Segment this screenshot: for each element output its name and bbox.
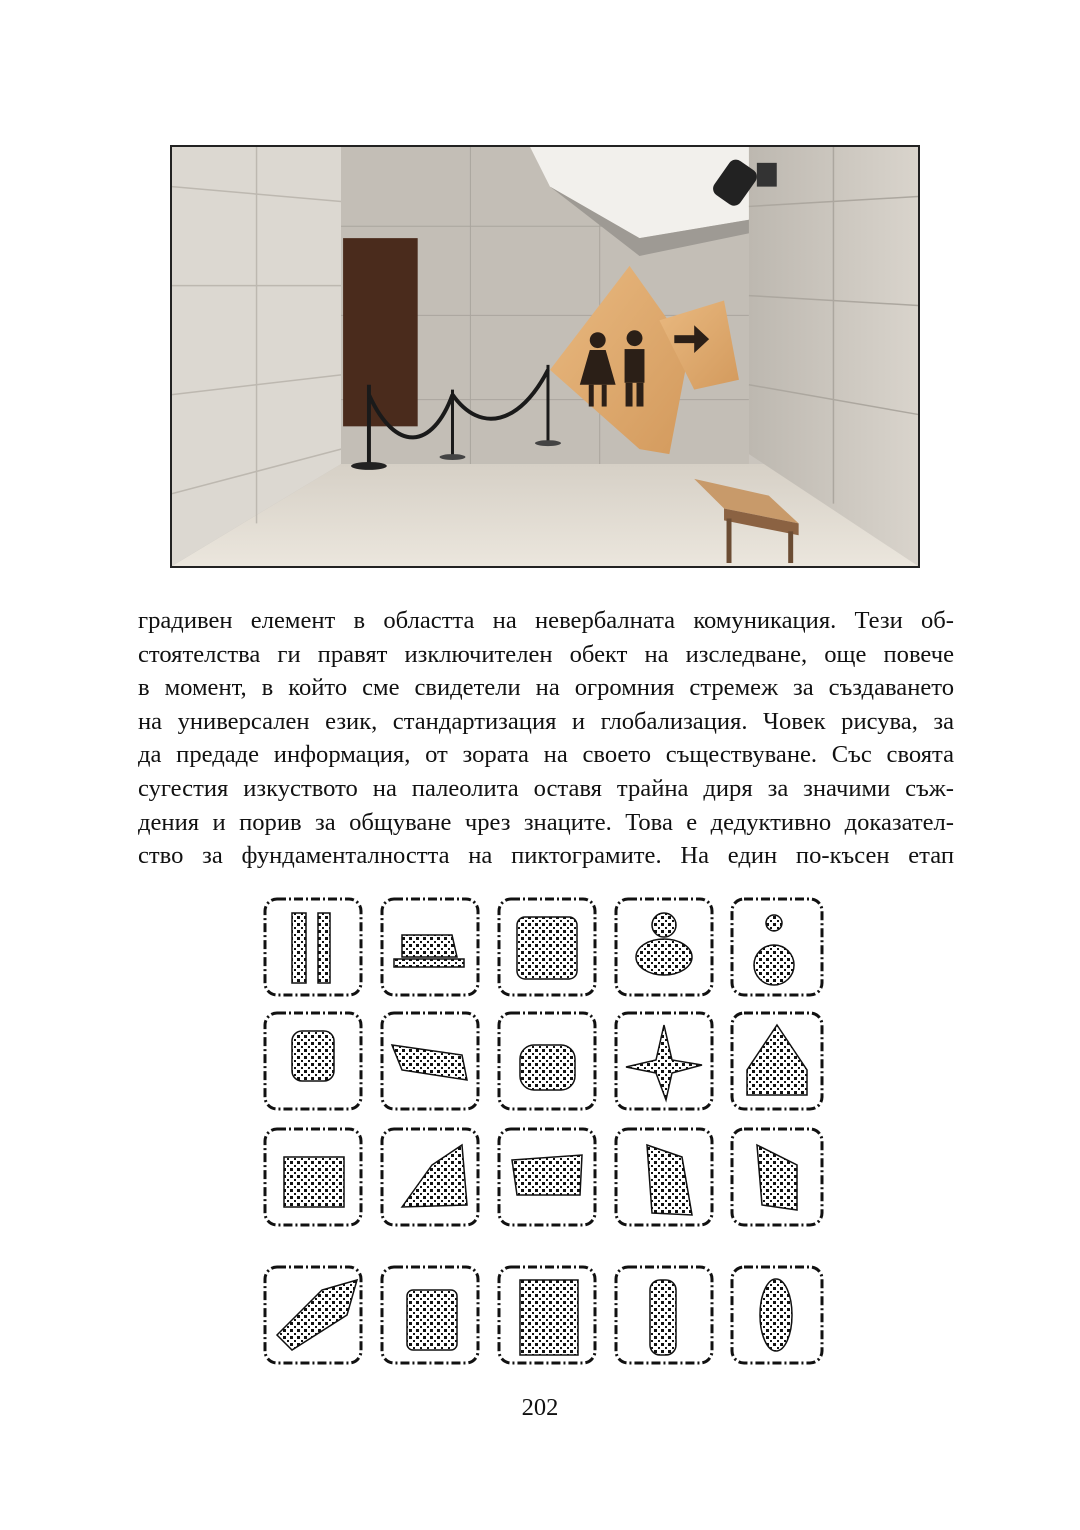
page-number: 202 — [521, 1394, 559, 1421]
restroom-sign-photo — [170, 145, 920, 568]
body-line: ство за фундаменталността на пиктограмите. На един по-късен етап — [138, 842, 954, 870]
pictogram-grid — [262, 895, 826, 1365]
body-line: дения и порив за общуване чрез знаците. Това е дедуктивно доказател- — [138, 808, 954, 836]
body-line: стоятелства ги правят изключителен обект на изследване, още повече — [138, 640, 954, 668]
body-line: на универсален език, стандартизация и глобализация. Човек рисува, за — [138, 707, 954, 735]
body-line: да предаде информация, от зората на своето съществуване. Със своята — [138, 741, 954, 769]
body-line: градивен елемент в областта на невербалната комуникация. Тези об- — [138, 607, 954, 634]
body-line: в момент, в който сме свидетели на огромния стремеж за създаването — [138, 674, 954, 702]
body-line: сугестия изкуството на палеолита оставя трайна диря за значими съж- — [138, 774, 954, 802]
body-paragraph — [138, 604, 954, 873]
